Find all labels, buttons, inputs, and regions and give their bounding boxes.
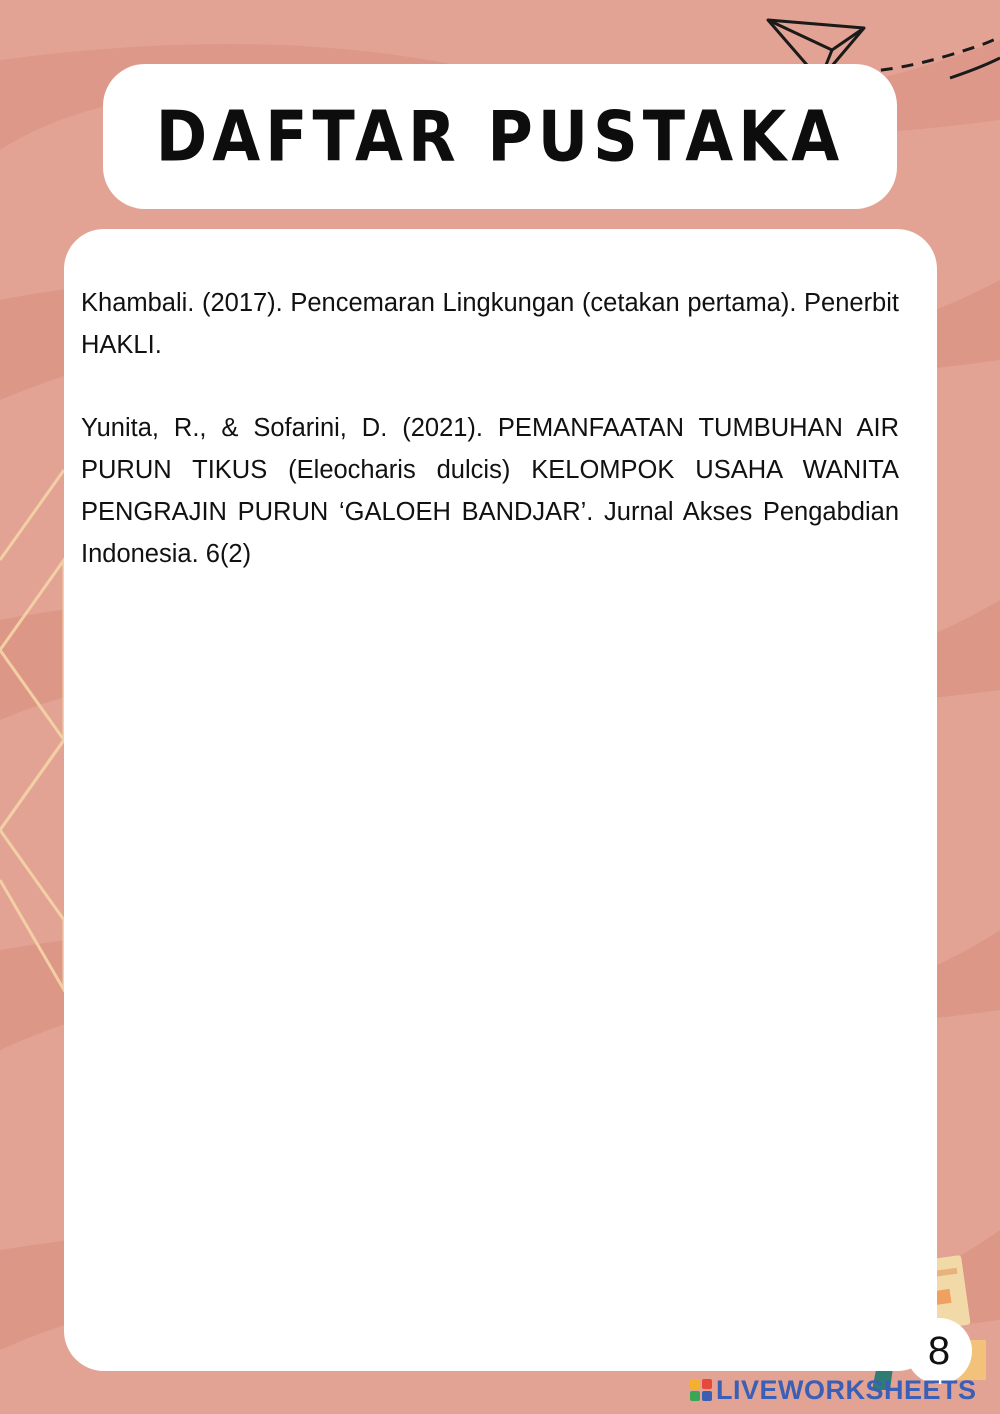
watermark-logo-icon [690,1379,712,1401]
page-title: DAFTAR PUSTAKA [155,95,845,178]
watermark-text: LIVEWORKSHEETS [716,1374,977,1405]
reference-item: Yunita, R., & Sofarini, D. (2021). PEMANFAATAN TUMBUHAN AIR PURUN TIKUS (Eleocharis dulcis) KELOMPOK USAHA WANITA PENGRAJIN PURUN ‘GALOEH BANDJAR’. Jurnal Akses Pengabdian Indonesia. 6(2) [81,414,899,568]
watermark [690,1373,977,1407]
page-number: 8 [906,1318,972,1384]
content-card [64,229,937,1371]
reference-item: Khambali. (2017). Pencemaran Lingkungan (cetakan pertama). Penerbit HAKLI. [81,289,899,359]
title-card [103,64,897,209]
